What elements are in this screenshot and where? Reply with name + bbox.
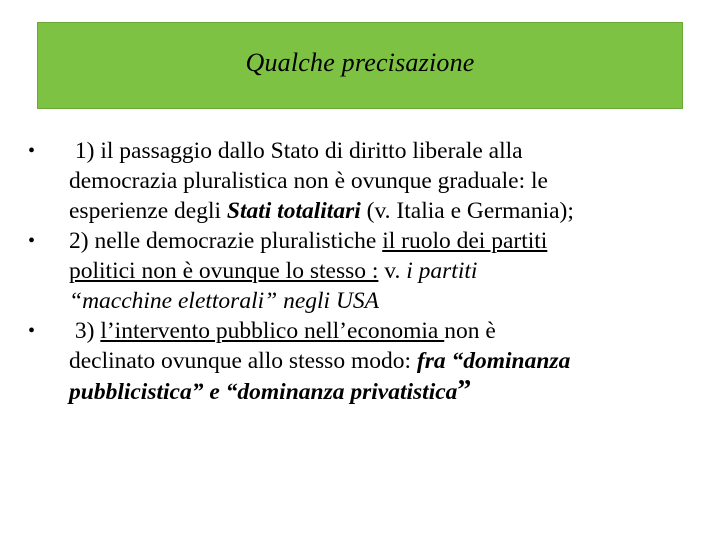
- text-segment: esperienze degli: [69, 198, 227, 224]
- underlined-text: politici non è ovunque lo stesso :: [69, 258, 379, 284]
- bullet-line: [69, 316, 708, 346]
- bullet-line: [69, 346, 708, 376]
- bullet-line: [69, 256, 708, 286]
- bullet-line: [69, 226, 708, 256]
- bullet-line: [69, 136, 708, 166]
- text-segment: 2) nelle democrazie pluralistiche: [69, 228, 383, 254]
- bullet-item-1: [28, 136, 708, 226]
- italic-text: “macchine elettorali” negli USA: [69, 288, 380, 314]
- underlined-text: il ruolo dei partiti: [382, 228, 548, 254]
- bullet-line: [69, 166, 708, 196]
- bullet-dot-icon: •: [28, 230, 36, 252]
- underlined-text: l’intervento pubblico nell’economia: [100, 318, 445, 344]
- emphasis-text: pubblicistica” e “dominanza privatistica: [69, 379, 458, 405]
- bullet-line: [69, 376, 708, 407]
- bullet-line: [69, 286, 708, 316]
- text-segment: (v. Italia e Germania);: [360, 198, 574, 224]
- text-segment: non è: [444, 318, 496, 344]
- text-segment: democrazia pluralistica non è ovunque graduale: le: [69, 168, 548, 194]
- italic-text: i partiti: [406, 258, 478, 284]
- bullet-item-3: [28, 316, 708, 407]
- emphasis-text: Stati totalitari: [226, 198, 361, 224]
- text-segment: declinato ovunque allo stesso modo:: [69, 348, 417, 374]
- bullet-dot-icon: •: [28, 320, 36, 342]
- bullet-item-2: [28, 226, 708, 316]
- bullet-dot-icon: •: [28, 140, 36, 162]
- text-segment: 1) il passaggio dallo Stato di diritto liberale alla: [69, 138, 523, 164]
- bullet-list: [28, 136, 708, 407]
- closing-quote: ”: [457, 375, 472, 406]
- text-segment: v.: [378, 258, 407, 284]
- emphasis-text: fra “dominanza: [416, 348, 571, 374]
- slide-title: Qualche precisazione: [245, 47, 475, 77]
- bullet-line: [69, 196, 708, 226]
- text-segment: 3): [69, 318, 101, 344]
- title-banner: [37, 22, 683, 109]
